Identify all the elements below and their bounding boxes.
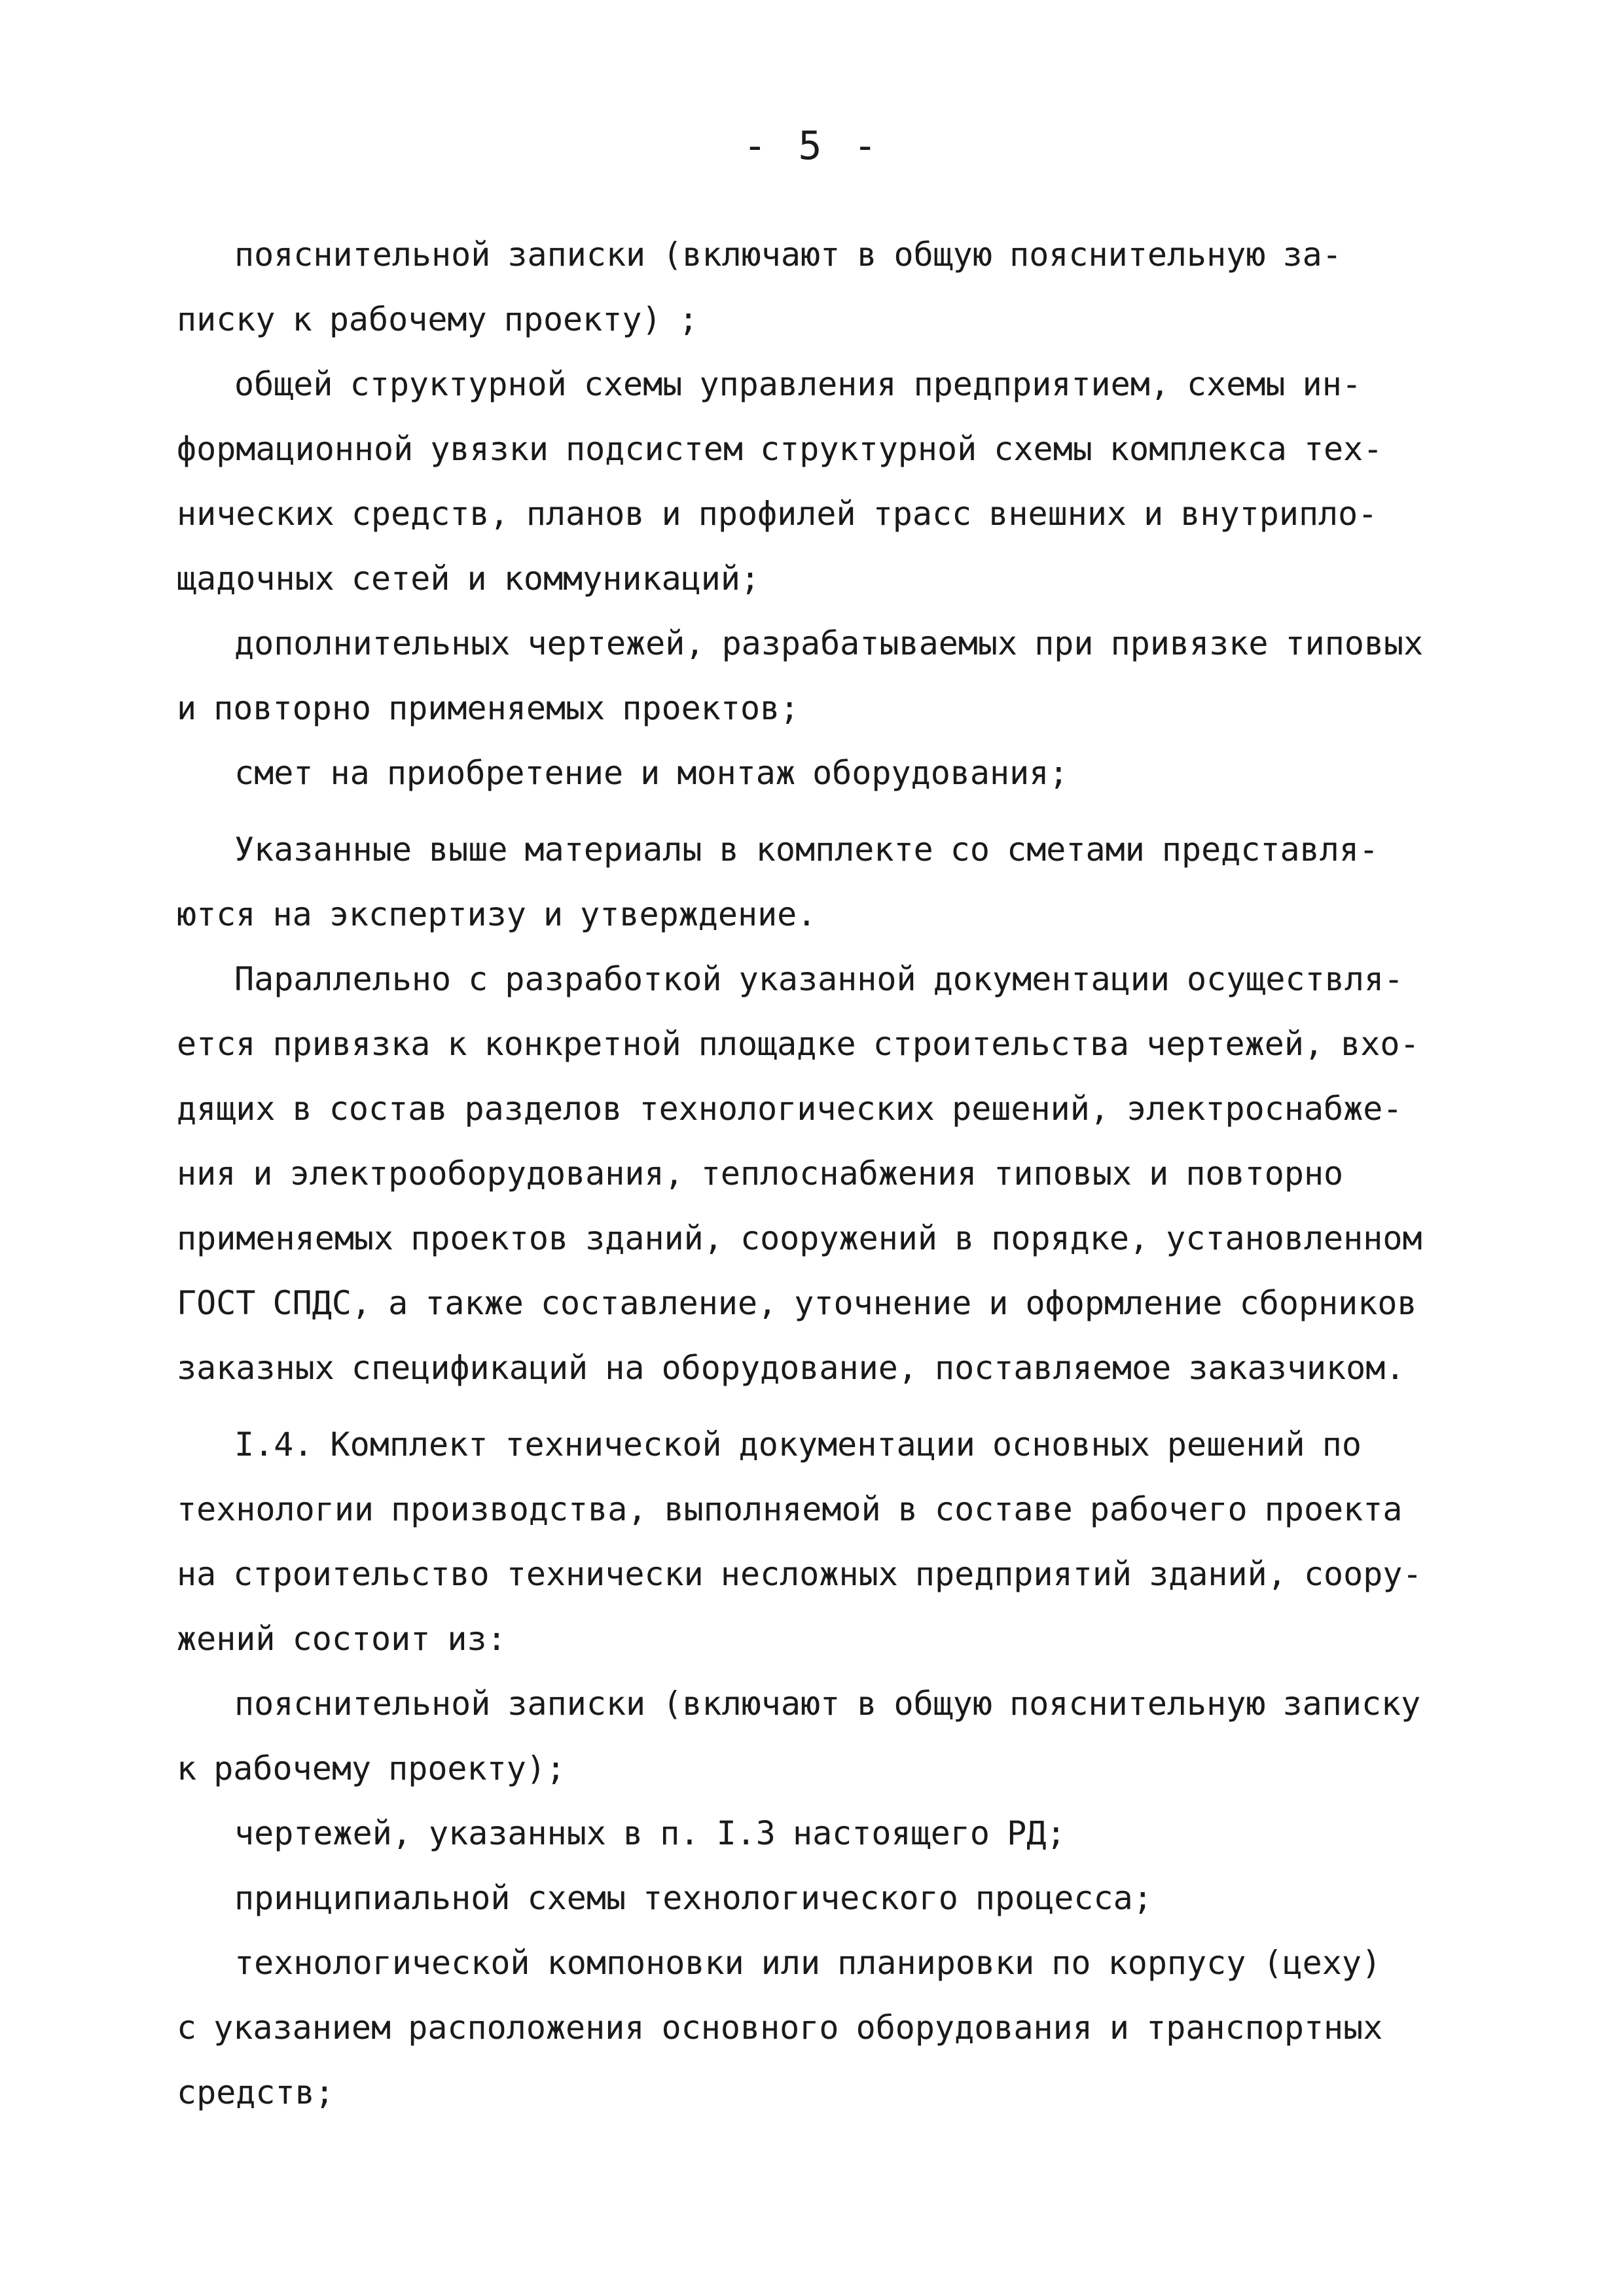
text-line: на строительство технически несложных предприятий зданий, соору- [177, 1555, 1422, 1593]
text-line: писку к рабочему проекту) ; [177, 300, 698, 338]
text-line: средств; [177, 2073, 334, 2111]
text-line: принципиальной схемы технологического процесса; [234, 1879, 1153, 1917]
text-line: жений состоит из: [177, 1620, 507, 1658]
text-line: формационной увязки подсистем структурной схемы комплекса тех- [177, 430, 1383, 468]
text-line: ется привязка к конкретной площадке строительства чертежей, вхо- [177, 1025, 1420, 1063]
page-number: - 5 - [743, 123, 881, 169]
document-body [177, 223, 1473, 2125]
text-line: нических средств, планов и профилей трасс внешних и внутрипло- [177, 495, 1378, 533]
text-line: щадочных сетей и коммуникаций; [177, 560, 761, 598]
text-line: ются на экспертизу и утверждение. [177, 895, 817, 933]
text-line: заказных спецификаций на оборудование, поставляемое заказчиком. [177, 1349, 1405, 1387]
text-line: технологической компоновки или планировки по корпусу (цеху) [234, 1944, 1382, 1982]
text-line: ния и электрооборудования, теплоснабжения типовых и повторно [177, 1155, 1344, 1193]
text-line: пояснительной записки (включают в общую пояснительную записку [234, 1685, 1421, 1723]
text-line: дящих в состав разделов технологических решений, электроснабже- [177, 1090, 1403, 1128]
text-line: ГОСТ СПДС, а также составление, уточнение и оформление сборников [177, 1284, 1417, 1322]
text-line: Параллельно с разработкой указанной документации осуществля- [234, 960, 1404, 998]
text-line: применяемых проектов зданий, сооружений в порядке, установленном [177, 1219, 1422, 1257]
text-line: I.4. Комплект технической документации основных решений по [234, 1426, 1362, 1463]
text-line: с указанием расположения основного оборудования и транспортных [177, 2009, 1383, 2047]
text-line: смет на приобретение и монтаж оборудования; [234, 754, 1069, 792]
text-line: общей структурной схемы управления предприятием, схемы ин- [234, 365, 1362, 403]
text-line: и повторно применяемых проектов; [177, 689, 800, 727]
text-line: к рабочему проекту); [177, 1749, 566, 1787]
text-line: Указанные выше материалы в комплекте со сметами представля- [234, 831, 1379, 869]
text-line: чертежей, указанных в п. I.3 настоящего РД; [234, 1814, 1066, 1852]
text-line: технологии производства, выполняемой в составе рабочего проекта [177, 1490, 1403, 1528]
text-line: дополнительных чертежей, разрабатываемых при привязке типовых [234, 624, 1424, 662]
text-line: пояснительной записки (включают в общую пояснительную за- [234, 236, 1342, 274]
